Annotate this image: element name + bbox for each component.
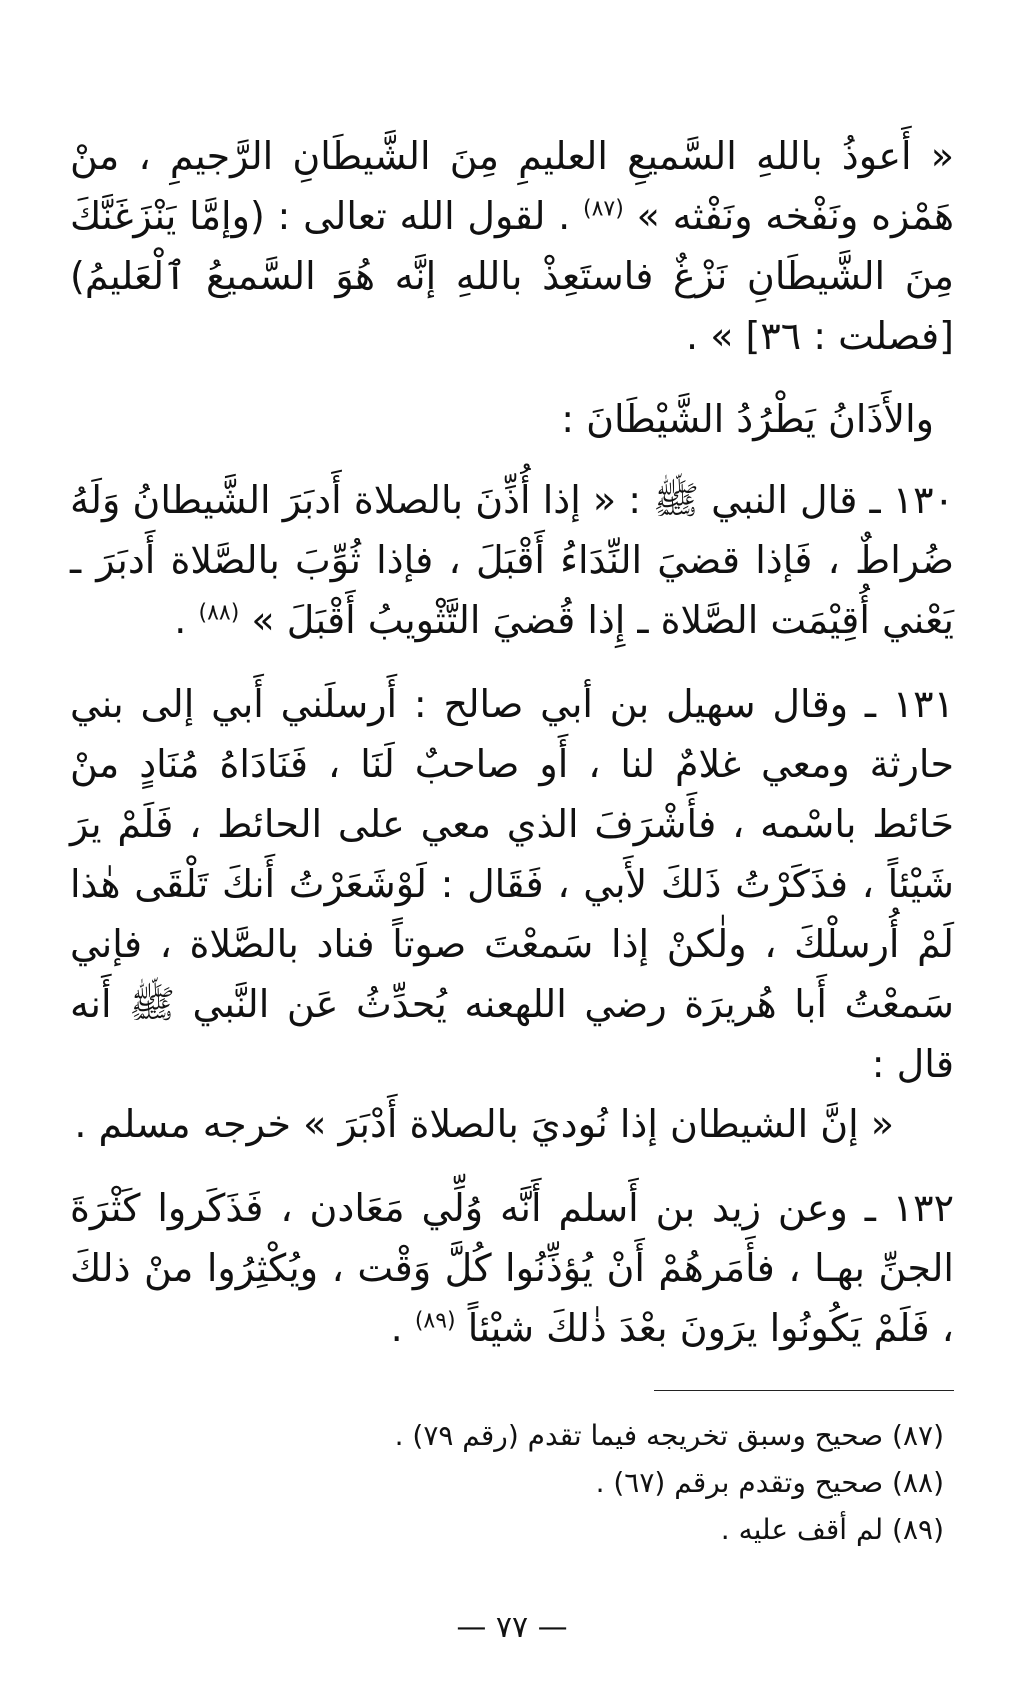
paragraph-text: « أَعوذُ باللهِ السَّميعِ العليمِ مِنَ الشَّيطَانِ الرَّجيمِ ، منْ هَمْزه ونَفْخه ونَفْثه » <box>70 134 954 238</box>
footnote-ref-89: (٨٩) <box>414 1308 456 1334</box>
paragraph-130 <box>70 470 954 650</box>
paragraph-isti-adha <box>70 126 954 366</box>
paragraph-132 <box>70 1178 954 1358</box>
page-body <box>70 126 954 1358</box>
paragraph-tail: . لقول الله تعالى : (وإمَّا يَنْزَغَنَّكَ مِنَ الشَّيطَانِ نَزْغٌ فاستَعِذْ باللهِ إنَّه هُوَ السَّميعُ ٱلْعَليمُ) [فصلت : ٣٦] » . <box>70 194 954 358</box>
paragraph-text: ١٣٠ ـ قال النبي ﷺ : « إذا أُذِّنَ بالصلاة أَدبَرَ الشَّيطانُ وَلَهُ ضُراطٌ ، فَإذا قضيَ النِّدَاءُ أَقْبَلَ ، فإذا ثُوِّبَ بالصَّلاة أَدبَرَ ـ يَعْني أُقِيْمَت الصَّلاة ـ إِذا قُضيَ التَّثْويبُ أَقْبَلَ » <box>70 478 954 642</box>
paragraph-131 <box>70 674 954 1094</box>
hadith-quote-131: « إنَّ الشيطان إذا نُوديَ بالصلاة أَدْبَرَ » خرجه مسلم . <box>74 1102 894 1146</box>
page-number: — ٧٧ — <box>456 1610 568 1645</box>
footnotes <box>74 1412 944 1553</box>
footnote-divider <box>654 1390 954 1391</box>
paragraph-text: ١٣١ ـ وقال سهيل بن أبي صالح : أَرسلَني أَبي إلى بني حارثة ومعي غلامٌ لنا ، أَو صاحبٌ لَنَا ، فَنَادَاهُ مُنَادٍ منْ حَائط باسْمه ، فأَشْرَفَ الذي معي على الحائط ، فَلَمْ يرَ شَيْئاً ، فذَكَرْتُ ذَلكَ لأَبي ، فَقَال : لَوْشَعَرْتُ أَنكَ تَلْقَى هٰذا لَمْ أُرسلْكَ ، ولٰكنْ إذا سَمعْتَ صوتاً فناد بالصَّلاة ، فإني سَمعْتُ أَبا هُريرَة رضي اللهعنه يُحدِّثُ عَن النَّبي ﷺ أَنه قال : <box>70 682 954 1086</box>
section-heading-adhan: والأَذَانُ يَطْرُدُ الشَّيْطَانَ : <box>561 397 934 441</box>
footnote-88: (٨٨) صحيح وتقدم برقم (٦٧) . <box>595 1466 944 1499</box>
footnote-ref-87: (٨٧) <box>583 196 624 222</box>
footnote-87: (٨٧) صحيح وسبق تخريجه فيما تقدم (رقم ٧٩) . <box>394 1419 944 1452</box>
paragraph-tail: . <box>390 1306 403 1350</box>
paragraph-tail: . <box>174 598 187 642</box>
paragraph-text: ١٣٢ ـ وعن زيد بن أَسلم أَنَّه وُلِّي مَعَادن ، فَذَكَروا كَثْرَةَ الجنِّ بهـا ، فأَمَرهُمْ أَنْ يُؤذِّنُوا كُلَّ وَقْت ، ويُكْثِرُوا منْ ذلكَ ، فَلَمْ يَكُونُوا يرَونَ بعْدَ ذٰلكَ شيْئاً <box>70 1186 954 1350</box>
footnote-ref-88: (٨٨) <box>198 600 240 626</box>
footnote-89: (٨٩) لم أقف عليه . <box>720 1513 944 1546</box>
